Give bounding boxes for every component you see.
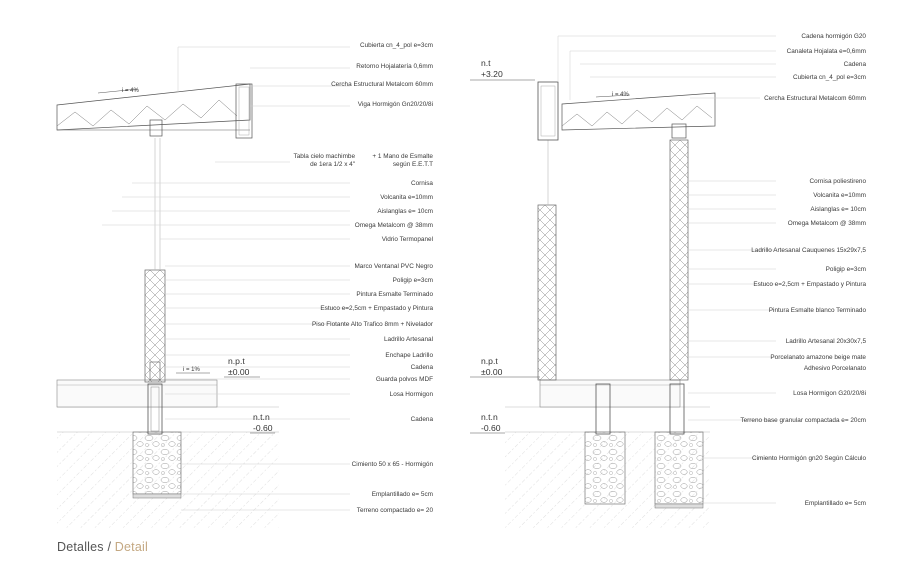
right-detail — [470, 36, 776, 528]
left-label: Cadena — [410, 364, 433, 371]
left-label: Ladrillo Artesanal — [383, 336, 433, 343]
left-label: Cercha Estructural Metalcom 60mm — [331, 81, 433, 88]
left-label: Aislanglas e= 10cm — [377, 208, 433, 215]
right-label: Terreno base granular compactada e= 20cm — [740, 417, 866, 424]
right-label: Volcanita e=10mm — [813, 192, 866, 199]
right-label: Porcelanato amazone beige mate — [770, 354, 866, 361]
left-foundation — [133, 432, 181, 494]
left-label: Piso Flotante Alto Trafico 8mm + Nivelador — [312, 321, 433, 328]
right-label: Cubierta cn_4_pol e=3cm — [792, 74, 866, 81]
left-detail — [57, 47, 350, 528]
left-label: Poligip e=3cm — [392, 277, 433, 284]
right-foundation-b — [655, 432, 703, 504]
right-label: Losa Hormigon G20/20/8i — [793, 390, 866, 397]
left-label: Estuco e=2,5cm + Empastado y Pintura — [320, 305, 433, 312]
right-label: Canaleta Hojalata e=0,6mm — [786, 48, 866, 55]
right-level-value: ±0.00 — [481, 367, 503, 377]
right-level-name: n.p.t — [481, 356, 498, 366]
right-level-name: n.t.n — [481, 412, 498, 422]
right-foundation-a — [585, 432, 625, 504]
left-brick-wall — [145, 270, 165, 382]
left-floor-slab — [57, 380, 217, 407]
caption-separator: / — [103, 540, 115, 554]
left-label: Viga Hormigón Gn20/20/8i — [357, 101, 433, 108]
right-label: Ladrillo Artesanal Cauquenes 15x29x7,5 — [751, 247, 866, 254]
right-brick-wall-a — [538, 205, 556, 380]
left-label: Volcanita e=10mm — [380, 194, 433, 201]
left-label: Pintura Esmalte Terminado — [356, 291, 433, 298]
right-label: Emplantillado e= 5cm — [804, 500, 866, 507]
left-roof-truss — [57, 84, 250, 130]
left-label: Cornisa — [410, 180, 433, 187]
right-label: Adhesivo Porcelanato — [803, 365, 866, 372]
left-label: de 1era 1/2 x 4" — [310, 161, 355, 168]
right-label: Cimiento Hormigón gn20 Según Cálculo — [751, 455, 866, 462]
left-label: Emplantillado e= 5cm — [371, 491, 433, 498]
right-label: Poligip e=3cm — [825, 266, 866, 273]
right-level-value: +3.20 — [481, 69, 503, 79]
caption-sub: Detail — [114, 540, 148, 554]
left-label: Cubierta cn_4_pol e=3cm — [359, 42, 433, 49]
caption-main: Detalles — [57, 540, 104, 554]
left-label: Marco Ventanal PVC Negro — [354, 263, 433, 270]
left-label: Guarda polvos MDF — [375, 376, 433, 383]
right-label: Cercha Estructural Metalcom 60mm — [764, 95, 866, 102]
left-floor-slope: i = 1% — [183, 367, 200, 373]
right-level-name: n.t — [481, 58, 491, 68]
left-level-value: ±0.00 — [228, 367, 250, 377]
right-label: Pintura Esmalte blanco Terminado — [768, 307, 866, 314]
right-label: Aislanglas e= 10cm — [810, 206, 866, 213]
right-label: Estuco e=2,5cm + Empastado y Pintura — [753, 281, 866, 288]
left-level-value: -0.60 — [253, 423, 273, 433]
right-label: Cadena hormigón G20 — [801, 33, 866, 40]
left-label: Vidrio Termopanel — [381, 236, 433, 243]
left-level-name: n.t.n — [253, 412, 270, 422]
left-label: Losa Hormigon — [389, 391, 433, 398]
right-label: Omega Metalcom @ 38mm — [787, 220, 866, 227]
left-roof-slope: i = 4% — [122, 88, 139, 94]
left-label: según E.E.T.T — [392, 161, 433, 168]
left-label: Retorno Hojalatería 0,6mm — [356, 63, 433, 70]
right-label: Cornisa poliestireno — [809, 178, 866, 185]
left-label: Cadena — [410, 416, 433, 423]
right-label: Cadena — [843, 61, 866, 68]
left-label: Terreno compactado e= 20 — [356, 507, 433, 514]
left-level-name: n.p.t — [228, 356, 245, 366]
right-label: Ladrillo Artesanal 20x30x7,5 — [785, 338, 866, 345]
right-brick-wall-b — [670, 140, 688, 380]
page-caption — [57, 540, 148, 554]
left-label: Enchape Ladrillo — [385, 352, 433, 359]
left-label: Tabla cielo machimbe — [293, 153, 355, 160]
left-label: + 1 Mano de Esmalte — [372, 153, 433, 160]
left-label: Omega Metalcom @ 38mm — [354, 222, 433, 229]
right-level-value: -0.60 — [481, 423, 501, 433]
left-label: Cimiento 50 x 65 - Hormigón — [351, 461, 433, 468]
right-roof-slope: i = 4% — [612, 92, 629, 98]
